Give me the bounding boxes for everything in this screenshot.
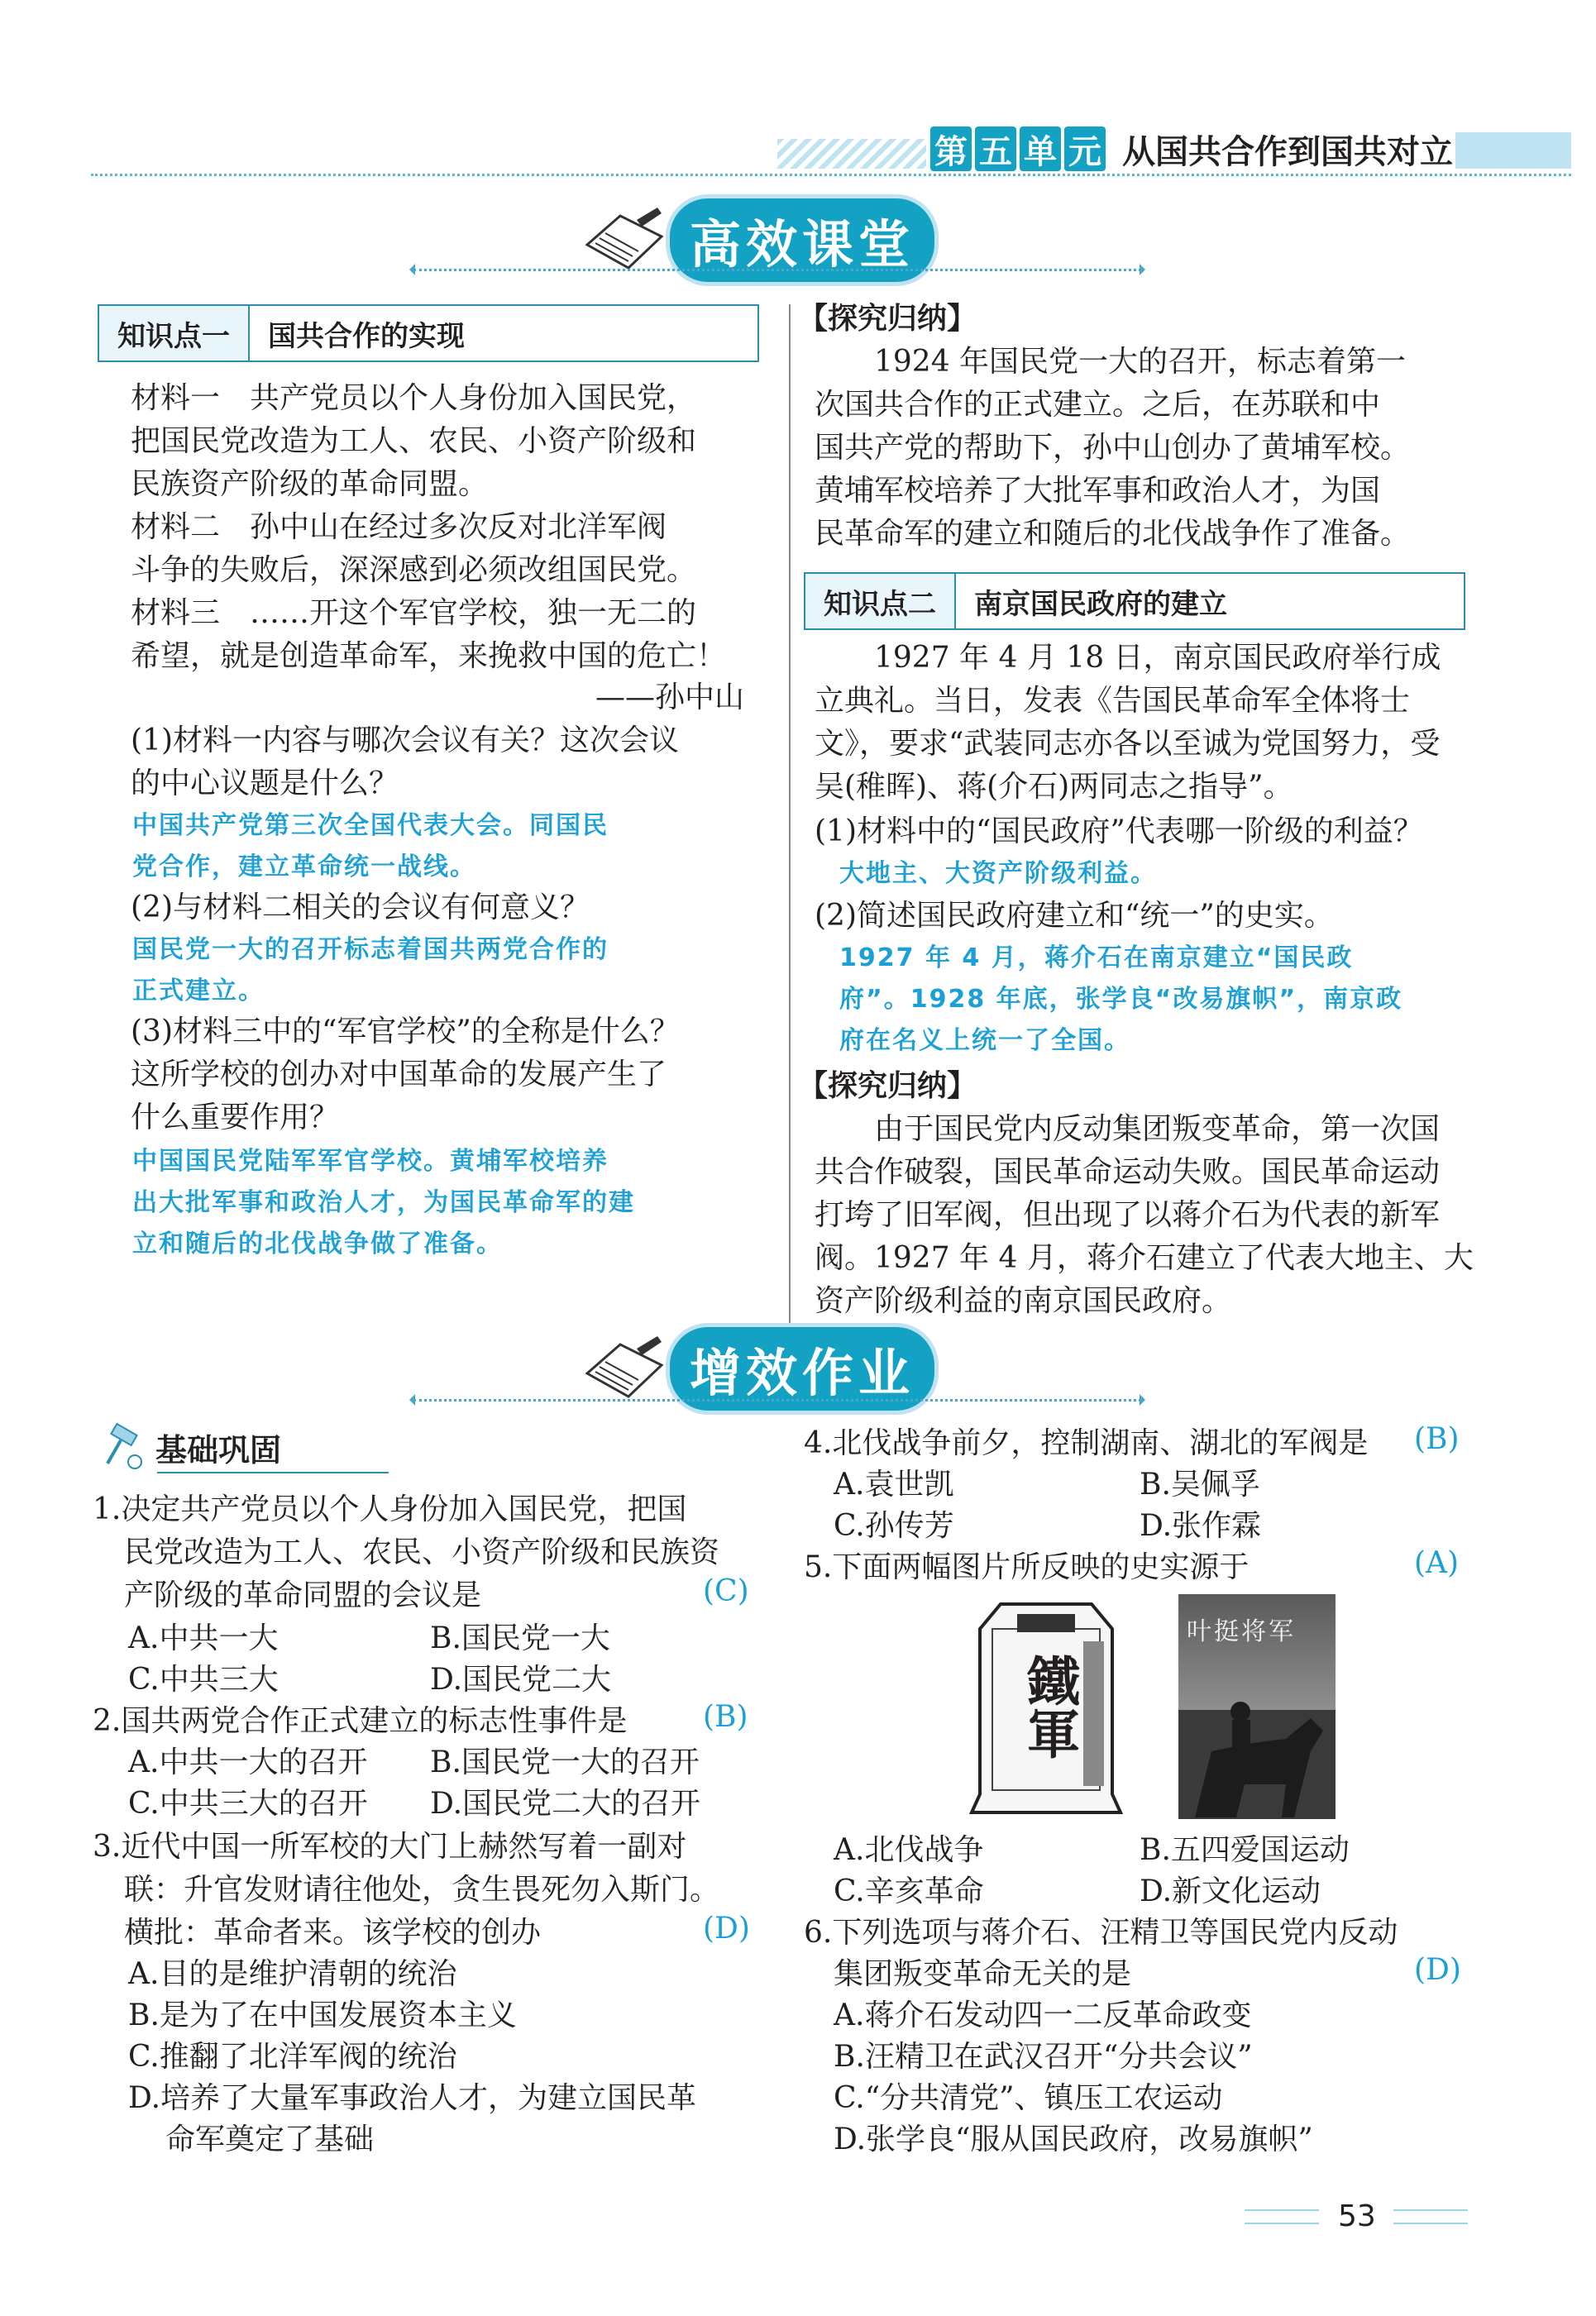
q2-option[interactable]: A.中共一大的召开	[128, 1745, 368, 1779]
unit-char: 单	[1020, 127, 1061, 171]
answer-2: 府”。1928 年底，张学良“改易旗帜”，南京政	[839, 985, 1403, 1014]
q1-option[interactable]: A.中共一大	[128, 1621, 279, 1655]
q4-answer: (B)	[1414, 1422, 1460, 1456]
notebook-pen-icon	[579, 1332, 670, 1406]
page-number-decoration	[1245, 2209, 1319, 2224]
knowledge-point-title: 国共合作的实现	[250, 306, 757, 361]
material-1: 把国民党改造为工人、农民、小资产阶级和	[131, 424, 697, 458]
iron-army-text: 鐵軍	[1018, 1654, 1080, 1760]
q1-stem: 民党改造为工人、农民、小资产阶级和民族资	[124, 1535, 720, 1569]
nanjing-material: 文》，要求“武装同志亦各以至诚为党国努力，受	[815, 727, 1441, 761]
q6-stem: 6.下列选项与蒋介石、汪精卫等国民党内反动	[804, 1916, 1398, 1950]
q6-option[interactable]: B.汪精卫在武汉召开“分共会议”	[834, 2040, 1253, 2074]
answer-1: 党合作，建立革命统一战线。	[132, 852, 476, 881]
q1-option[interactable]: D.国民党二大	[430, 1663, 612, 1697]
question-1: (1)材料中的“国民政府”代表哪一阶级的利益？	[815, 814, 1423, 848]
question-1: 的中心议题是什么？	[131, 766, 399, 800]
question-1: (1)材料一内容与哪次会议有关？这次会议	[131, 723, 679, 757]
answer-2: 国民党一大的召开标志着国共两党合作的	[132, 935, 609, 964]
banner-title: 增效作业	[670, 1327, 934, 1411]
nanjing-material: 1927 年 4 月 18 日，南京国民政府举行成	[815, 641, 1441, 675]
hammer-icon	[98, 1422, 155, 1472]
knowledge-point-label: 知识点二	[805, 574, 956, 628]
answer-2: 1927 年 4 月，蒋介石在南京建立“国民政	[839, 943, 1354, 972]
q2-answer: (B)	[703, 1700, 748, 1734]
unit-header	[930, 122, 1453, 175]
question-3: 这所学校的创办对中国革命的发展产生了	[131, 1058, 667, 1091]
iron-army-monument-image	[968, 1596, 1125, 1819]
q1-answer: (C)	[703, 1574, 749, 1608]
rider-on-horse-silhouette	[1178, 1693, 1336, 1819]
answer-3: 中国国民党陆军军官学校。黄埔军校培养	[132, 1147, 609, 1176]
answer-3: 出大批军事和政治人才，为国民革命军的建	[132, 1188, 635, 1217]
q6-stem: 集团叛变革命无关的是	[834, 1957, 1132, 1991]
inquiry-summary: 民革命军的建立和随后的北伐战争作了准备。	[815, 517, 1411, 551]
page-number-decoration	[1393, 2209, 1468, 2224]
notebook-pen-icon	[579, 203, 670, 278]
header-decoration	[777, 139, 926, 169]
q4-option[interactable]: C.孙传芳	[834, 1509, 954, 1543]
q2-option[interactable]: D.国民党二大的召开	[430, 1787, 701, 1821]
question-3: (3)材料三中的“军官学校”的全称是什么？	[131, 1015, 680, 1048]
material-2: 斗争的失败后，深深感到必须改组国民党。	[131, 553, 697, 587]
q3-option[interactable]: B.是为了在中国发展资本主义	[128, 1998, 517, 2032]
q1-stem: 1.决定共产党员以个人身份加入国民党，把国	[93, 1492, 687, 1526]
section-title: 基础巩固	[155, 1431, 282, 1468]
material-3: 希望，就是创造革命军，来挽救中国的危亡！	[131, 639, 727, 673]
q1-option[interactable]: C.中共三大	[128, 1663, 279, 1697]
q1-stem: 产阶级的革命同盟的会议是	[124, 1578, 482, 1612]
inquiry-summary-label: 【探究归纳】	[798, 302, 977, 336]
answer-2: 府在名义上统一了全国。	[839, 1026, 1130, 1055]
q6-option[interactable]: C.“分共清党”、镇压工农运动	[834, 2081, 1223, 2115]
unit-title: 从国共合作到国共对立	[1122, 132, 1453, 171]
q4-option[interactable]: A.袁世凯	[834, 1468, 954, 1502]
section-basic-consolidation	[98, 1422, 281, 1472]
inquiry-summary: 次国共合作的正式建立。之后，在苏联和中	[815, 388, 1381, 422]
knowledge-point-1	[98, 304, 759, 362]
q2-option[interactable]: C.中共三大的召开	[128, 1787, 368, 1821]
answer-2: 正式建立。	[132, 977, 265, 1005]
q3-option-cont: 命军奠定了基础	[165, 2123, 375, 2156]
unit-char: 第	[930, 127, 972, 171]
q5-option[interactable]: C.辛亥革命	[834, 1874, 984, 1908]
inquiry-summary: 1924 年国民党一大的召开，标志着第一	[815, 345, 1407, 379]
q5-option[interactable]: B.五四爱国运动	[1140, 1833, 1350, 1867]
q1-option[interactable]: B.国民党一大	[430, 1621, 610, 1655]
question-3: 什么重要作用？	[131, 1101, 340, 1134]
q3-stem: 横批：革命者来。该学校的创办	[124, 1916, 542, 1950]
section-underline	[157, 1472, 389, 1473]
q6-option[interactable]: D.张学良“服从国民政府，改易旗帜”	[834, 2123, 1313, 2156]
q3-option[interactable]: C.推翻了北洋军阀的统治	[128, 2040, 457, 2074]
inquiry-summary: 黄埔军校培养了大批军事和政治人才，为国	[815, 474, 1381, 508]
column-divider	[789, 304, 791, 1339]
banner-arrow-line	[413, 1399, 1141, 1402]
header-divider	[91, 174, 1571, 176]
q2-stem: 2.国共两党合作正式建立的标志性事件是	[93, 1704, 628, 1738]
question-2: (2)与材料二相关的会议有何意义？	[131, 891, 590, 924]
q4-stem: 4.北伐战争前夕，控制湖南、湖北的军阀是	[804, 1426, 1369, 1460]
material-3: 材料三 ……开这个军官学校，独一无二的	[131, 596, 697, 630]
answer-1: 中国共产党第三次全国代表大会。同国民	[132, 811, 609, 840]
q6-answer: (D)	[1414, 1953, 1461, 1987]
material-1: 材料一 共产党员以个人身份加入国民党，	[131, 381, 697, 415]
q3-stem: 联：升官发财请往他处，贪生畏死勿入斯门。	[124, 1873, 720, 1907]
inquiry-summary: 阀。1927 年 4 月，蒋介石建立了代表大地主、大	[815, 1241, 1474, 1275]
knowledge-point-title: 南京国民政府的建立	[956, 574, 1464, 628]
q5-option[interactable]: D.新文化运动	[1140, 1874, 1321, 1908]
inquiry-summary: 由于国民党内反动集团叛变革命，第一次国	[815, 1112, 1441, 1146]
inquiry-summary: 国共产党的帮助下，孙中山创办了黄埔军校。	[815, 431, 1411, 465]
inquiry-summary: 资产阶级利益的南京国民政府。	[815, 1284, 1232, 1318]
inquiry-summary: 打垮了旧军阀，但出现了以蒋介石为代表的新军	[815, 1198, 1441, 1232]
inquiry-summary: 共合作破裂，国民革命运动失败。国民革命运动	[815, 1155, 1441, 1189]
answer-3: 立和随后的北伐战争做了准备。	[132, 1230, 503, 1258]
nanjing-material: 立典礼。当日，发表《告国民革命军全体将士	[815, 684, 1411, 718]
knowledge-point-2	[804, 572, 1465, 630]
unit-char: 五	[975, 127, 1016, 171]
answer-1: 大地主、大资产阶级利益。	[839, 859, 1157, 888]
q2-option[interactable]: B.国民党一大的召开	[430, 1745, 700, 1779]
question-2: (2)简述国民政府建立和“统一”的史实。	[815, 899, 1334, 933]
banner-arrow-line	[413, 269, 1141, 271]
header-bar	[1455, 132, 1571, 169]
q4-option[interactable]: B.吴佩孚	[1140, 1468, 1260, 1502]
material-1: 民族资产阶级的革命同盟。	[131, 467, 489, 501]
ye-ting-photo-image	[1178, 1594, 1336, 1819]
knowledge-point-label: 知识点一	[99, 306, 250, 361]
q3-option[interactable]: D.培养了大量军事政治人才，为建立国民革	[128, 2081, 697, 2115]
book-title: 叶挺将军	[1187, 1617, 1296, 1646]
q3-answer: (D)	[703, 1912, 750, 1946]
page-number: 53	[1338, 2199, 1376, 2233]
inquiry-summary-label: 【探究归纳】	[798, 1069, 977, 1103]
material-2: 材料二 孙中山在经过多次反对北洋军阀	[131, 510, 667, 544]
q3-stem: 3.近代中国一所军校的大门上赫然写着一副对	[93, 1830, 687, 1864]
q4-option[interactable]: D.张作霖	[1140, 1509, 1262, 1543]
q3-option[interactable]: A.目的是维护清朝的统治	[128, 1957, 457, 1991]
q5-stem: 5.下面两幅图片所反映的史实源于	[804, 1550, 1250, 1584]
q6-option[interactable]: A.蒋介石发动四一二反革命政变	[834, 1998, 1252, 2032]
banner-homework	[579, 1327, 934, 1411]
q5-option[interactable]: A.北伐战争	[834, 1833, 984, 1867]
banner-title: 高效课堂	[670, 198, 934, 282]
material-3-source: ——孙中山	[595, 680, 745, 714]
q5-answer: (A)	[1414, 1546, 1460, 1580]
nanjing-material: 吴(稚晖)、蒋(介石)两同志之指导”。	[815, 770, 1293, 804]
unit-char: 元	[1064, 127, 1106, 171]
